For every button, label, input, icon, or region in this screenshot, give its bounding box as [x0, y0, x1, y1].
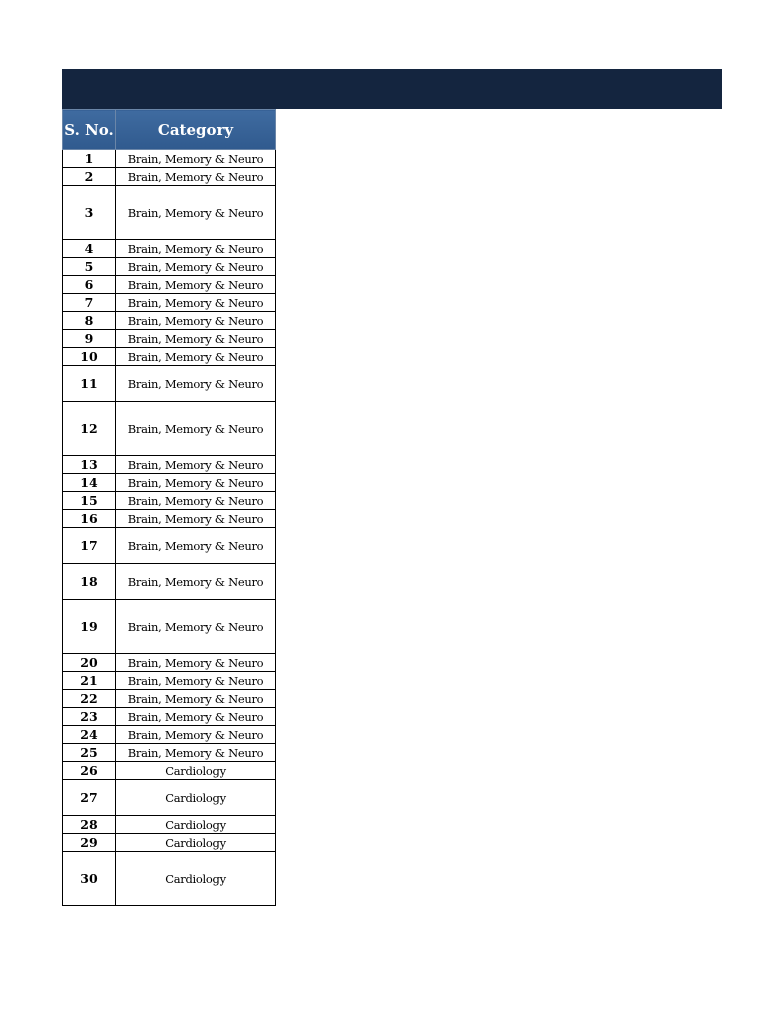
table-row	[63, 672, 276, 690]
table-row	[63, 330, 276, 348]
cell-sno: 2	[63, 168, 116, 186]
table-row	[63, 276, 276, 294]
table-row	[63, 240, 276, 258]
cell-sno: 1	[63, 150, 116, 168]
table-row	[63, 762, 276, 780]
table-row	[63, 492, 276, 510]
cell-sno: 14	[63, 474, 116, 492]
cell-category: Brain, Memory & Neuro	[116, 474, 276, 492]
table-row	[63, 510, 276, 528]
cell-sno: 4	[63, 240, 116, 258]
cell-sno: 12	[63, 402, 116, 456]
cell-category: Brain, Memory & Neuro	[116, 726, 276, 744]
cell-category: Cardiology	[116, 780, 276, 816]
table-row	[63, 402, 276, 456]
table-row	[63, 528, 276, 564]
cell-category: Brain, Memory & Neuro	[116, 168, 276, 186]
header-sno: S. No.	[63, 110, 116, 150]
cell-sno: 7	[63, 294, 116, 312]
header-category: Category	[116, 110, 276, 150]
cell-category: Brain, Memory & Neuro	[116, 258, 276, 276]
cell-category: Brain, Memory & Neuro	[116, 456, 276, 474]
cell-category: Brain, Memory & Neuro	[116, 150, 276, 168]
cell-sno: 22	[63, 690, 116, 708]
table-row	[63, 690, 276, 708]
cell-category: Brain, Memory & Neuro	[116, 366, 276, 402]
table-row	[63, 600, 276, 654]
cell-sno: 23	[63, 708, 116, 726]
table-row	[63, 186, 276, 240]
table-row	[63, 816, 276, 834]
cell-sno: 27	[63, 780, 116, 816]
cell-sno: 10	[63, 348, 116, 366]
cell-category: Brain, Memory & Neuro	[116, 672, 276, 690]
cell-category: Brain, Memory & Neuro	[116, 600, 276, 654]
cell-sno: 13	[63, 456, 116, 474]
table-body	[63, 150, 276, 906]
table-row	[63, 474, 276, 492]
cell-category: Cardiology	[116, 762, 276, 780]
cell-category: Brain, Memory & Neuro	[116, 690, 276, 708]
table-row	[63, 150, 276, 168]
cell-category: Brain, Memory & Neuro	[116, 240, 276, 258]
cell-sno: 18	[63, 564, 116, 600]
table-row	[63, 168, 276, 186]
cell-category: Brain, Memory & Neuro	[116, 294, 276, 312]
table-row	[63, 780, 276, 816]
table-row	[63, 744, 276, 762]
cell-category: Brain, Memory & Neuro	[116, 276, 276, 294]
cell-category: Brain, Memory & Neuro	[116, 492, 276, 510]
table-row	[63, 258, 276, 276]
cell-category: Cardiology	[116, 834, 276, 852]
cell-sno: 8	[63, 312, 116, 330]
cell-category: Cardiology	[116, 816, 276, 834]
cell-sno: 16	[63, 510, 116, 528]
cell-sno: 26	[63, 762, 116, 780]
cell-category: Brain, Memory & Neuro	[116, 348, 276, 366]
cell-category: Brain, Memory & Neuro	[116, 312, 276, 330]
cell-sno: 3	[63, 186, 116, 240]
table-row	[63, 852, 276, 906]
table-row	[63, 294, 276, 312]
cell-category: Brain, Memory & Neuro	[116, 744, 276, 762]
header-row	[63, 110, 276, 150]
table-row	[63, 708, 276, 726]
cell-sno: 11	[63, 366, 116, 402]
cell-sno: 17	[63, 528, 116, 564]
table-row	[63, 654, 276, 672]
title-bar	[62, 69, 722, 109]
cell-category: Brain, Memory & Neuro	[116, 510, 276, 528]
cell-sno: 29	[63, 834, 116, 852]
cell-category: Brain, Memory & Neuro	[116, 330, 276, 348]
cell-category: Brain, Memory & Neuro	[116, 708, 276, 726]
cell-category: Brain, Memory & Neuro	[116, 402, 276, 456]
cell-category: Cardiology	[116, 852, 276, 906]
cell-sno: 24	[63, 726, 116, 744]
cell-sno: 21	[63, 672, 116, 690]
table-row	[63, 726, 276, 744]
cell-category: Brain, Memory & Neuro	[116, 564, 276, 600]
cell-sno: 25	[63, 744, 116, 762]
cell-category: Brain, Memory & Neuro	[116, 528, 276, 564]
cell-sno: 19	[63, 600, 116, 654]
table-row	[63, 564, 276, 600]
table-row	[63, 456, 276, 474]
table-row	[63, 366, 276, 402]
table-row	[63, 312, 276, 330]
category-table	[62, 109, 276, 906]
cell-sno: 15	[63, 492, 116, 510]
cell-category: Brain, Memory & Neuro	[116, 186, 276, 240]
table-row	[63, 348, 276, 366]
cell-sno: 20	[63, 654, 116, 672]
cell-sno: 6	[63, 276, 116, 294]
cell-sno: 28	[63, 816, 116, 834]
cell-sno: 30	[63, 852, 116, 906]
cell-sno: 5	[63, 258, 116, 276]
cell-category: Brain, Memory & Neuro	[116, 654, 276, 672]
table-row	[63, 834, 276, 852]
cell-sno: 9	[63, 330, 116, 348]
